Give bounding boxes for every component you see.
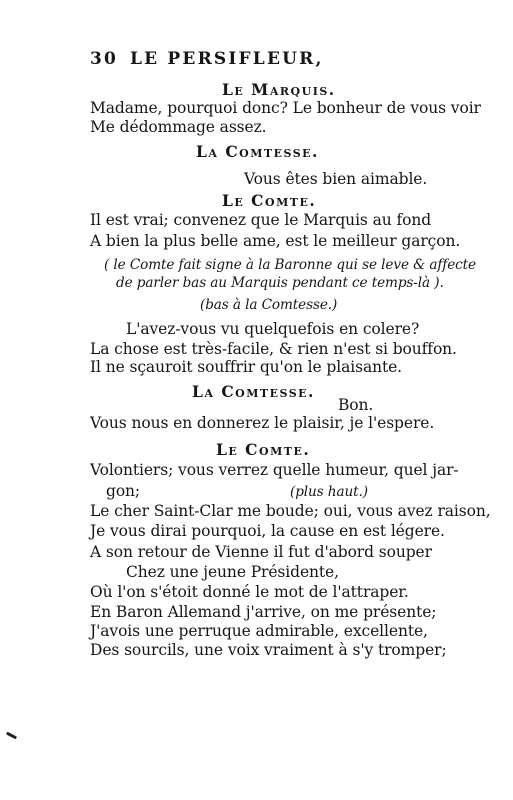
verse-line: Je vous dirai pourquoi, la cause en est légere.: [90, 522, 445, 540]
verse-line: Le cher Saint-Clar me boude; oui, vous avez raison,: [90, 502, 491, 520]
verse-line: Il ne sçauroit souffrir qu'on le plaisante.: [90, 358, 402, 376]
ink-mark: [6, 732, 17, 740]
running-title: LE PERSIFLEUR,: [130, 49, 324, 69]
speaker-heading: La Comtesse.: [196, 142, 319, 161]
verse-line: J'avois une perruque admirable, excellente,: [90, 622, 428, 640]
page-number: 30: [90, 49, 119, 69]
verse-line: Il est vrai; convenez que le Marquis au fond: [90, 211, 432, 229]
verse-line: Vous nous en donnerez le plaisir, je l'espere.: [90, 414, 435, 432]
verse-line: Des sourcils, une voix vraiment à s'y tromper;: [90, 641, 447, 659]
verse-line: Vous êtes bien aimable.: [244, 170, 428, 188]
verse-line: Chez une jeune Présidente,: [126, 563, 339, 581]
verse-line: Bon.: [338, 396, 374, 414]
verse-line: La chose est très-facile, & rien n'est si bouffon.: [90, 340, 457, 358]
speaker-heading: Le Comte.: [222, 191, 317, 210]
speaker-heading: La Comtesse.: [192, 382, 315, 401]
verse-line: A bien la plus belle ame, est le meilleur garçon.: [90, 232, 461, 250]
verse-line: Me dédommage assez.: [90, 118, 267, 136]
speaker-heading: Le Marquis.: [222, 80, 336, 99]
speaker-heading: Le Comte.: [216, 440, 311, 459]
stage-direction: ( le Comte fait signe à la Baronne qui se leve & affecte: [104, 257, 476, 273]
verse-line: Volontiers; vous verrez quelle humeur, quel jar-: [90, 461, 459, 479]
verse-line: L'avez-vous vu quelquefois en colere?: [126, 320, 420, 338]
verse-line: Où l'on s'étoit donné le mot de l'attraper.: [90, 583, 409, 601]
verse-line: En Baron Allemand j'arrive, on me présente;: [90, 603, 437, 621]
stage-direction: de parler bas au Marquis pendant ce temps-là ).: [116, 275, 444, 291]
stage-direction: (bas à la Comtesse.): [200, 297, 338, 313]
stage-direction: (plus haut.): [290, 484, 368, 500]
verse-line: Madame, pourquoi donc? Le bonheur de vous voir: [90, 99, 481, 117]
verse-line: gon;: [106, 482, 141, 500]
verse-line: A son retour de Vienne il fut d'abord souper: [90, 543, 432, 561]
